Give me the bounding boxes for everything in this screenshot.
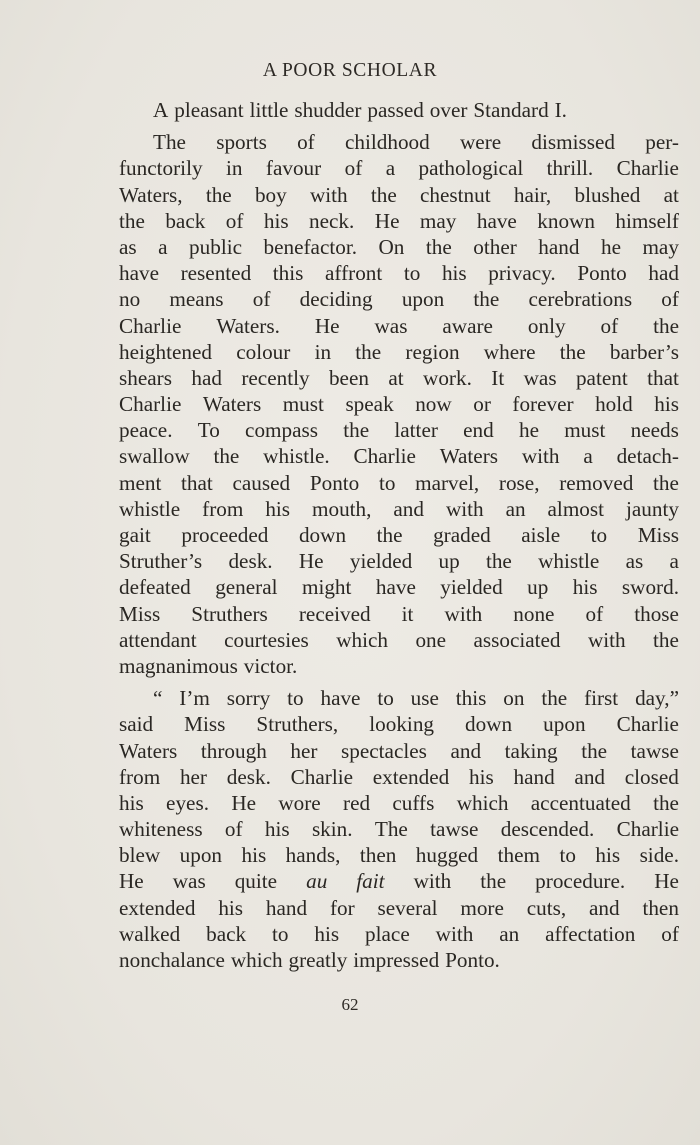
running-head: A POOR SCHOLAR — [262, 60, 438, 81]
text-line: Charlie Waters. He was aware only of the — [119, 313, 679, 338]
text-line: shears had recently been at work. It was patent that — [119, 365, 679, 390]
text-line: The sports of childhood were dismissed per- — [153, 130, 679, 155]
text-line: Charlie Waters must speak now or forever hold his — [119, 392, 679, 417]
text-line: gait proceeded down the graded aisle to Miss — [119, 523, 679, 547]
text-line: whistle from his mouth, and with an almost jaunty — [119, 496, 679, 521]
text-line: functorily in favour of a pathological thrill. Charlie — [119, 156, 679, 181]
text-line: blew upon his hands, then hugged them to his side. — [119, 843, 679, 868]
text-line: magnanimous victor. — [119, 653, 298, 678]
text-line: as a public benefactor. On the other hand he may — [119, 234, 679, 259]
paragraph — [119, 685, 679, 973]
text-line: A pleasant little shudder passed over Standard I. — [153, 98, 567, 122]
text-line: his eyes. He wore red cuffs which accentuated the — [119, 790, 679, 815]
text-line: attendant courtesies which one associated with the — [119, 627, 679, 652]
text-line: extended his hand for several more cuts, and then — [119, 895, 679, 920]
text-line: heightened colour in the region where the barber’s — [119, 339, 679, 364]
text-line: nonchalance which greatly impressed Ponto. — [119, 948, 500, 972]
text-line: walked back to his place with an affectation of — [119, 921, 679, 946]
text-line: Waters, the boy with the chestnut hair, blushed at — [119, 182, 679, 207]
text-line: Struther’s desk. He yielded up the whistle as a — [119, 549, 679, 574]
text-line: ment that caused Ponto to marvel, rose, removed the — [119, 470, 679, 495]
text-line: peace. To compass the latter end he must needs — [119, 418, 679, 443]
text-line: whiteness of his skin. The tawse descended. Charlie — [119, 817, 679, 842]
text-line: “ I’m sorry to have to use this on the first day,” — [153, 686, 679, 711]
text-line: Waters through her spectacles and taking the tawse — [119, 738, 679, 763]
text-line: defeated general might have yielded up his sword. — [119, 575, 679, 600]
text-line: He was quite au fait with the procedure. He — [119, 869, 679, 894]
text-line: have resented this affront to his privacy. Ponto had — [119, 261, 679, 286]
page-number: 62 — [341, 995, 359, 1014]
body-text — [119, 97, 679, 973]
paragraph — [119, 129, 679, 679]
text-line: no means of deciding upon the cerebrations of — [119, 287, 679, 312]
paragraph — [119, 97, 679, 123]
text-line: said Miss Struthers, looking down upon Charlie — [119, 712, 679, 737]
text-line: from her desk. Charlie extended his hand and closed — [119, 764, 679, 789]
text-line: swallow the whistle. Charlie Waters with a detach- — [119, 444, 679, 469]
text-line: Miss Struthers received it with none of those — [119, 601, 679, 626]
text-line: the back of his neck. He may have known himself — [119, 208, 679, 233]
